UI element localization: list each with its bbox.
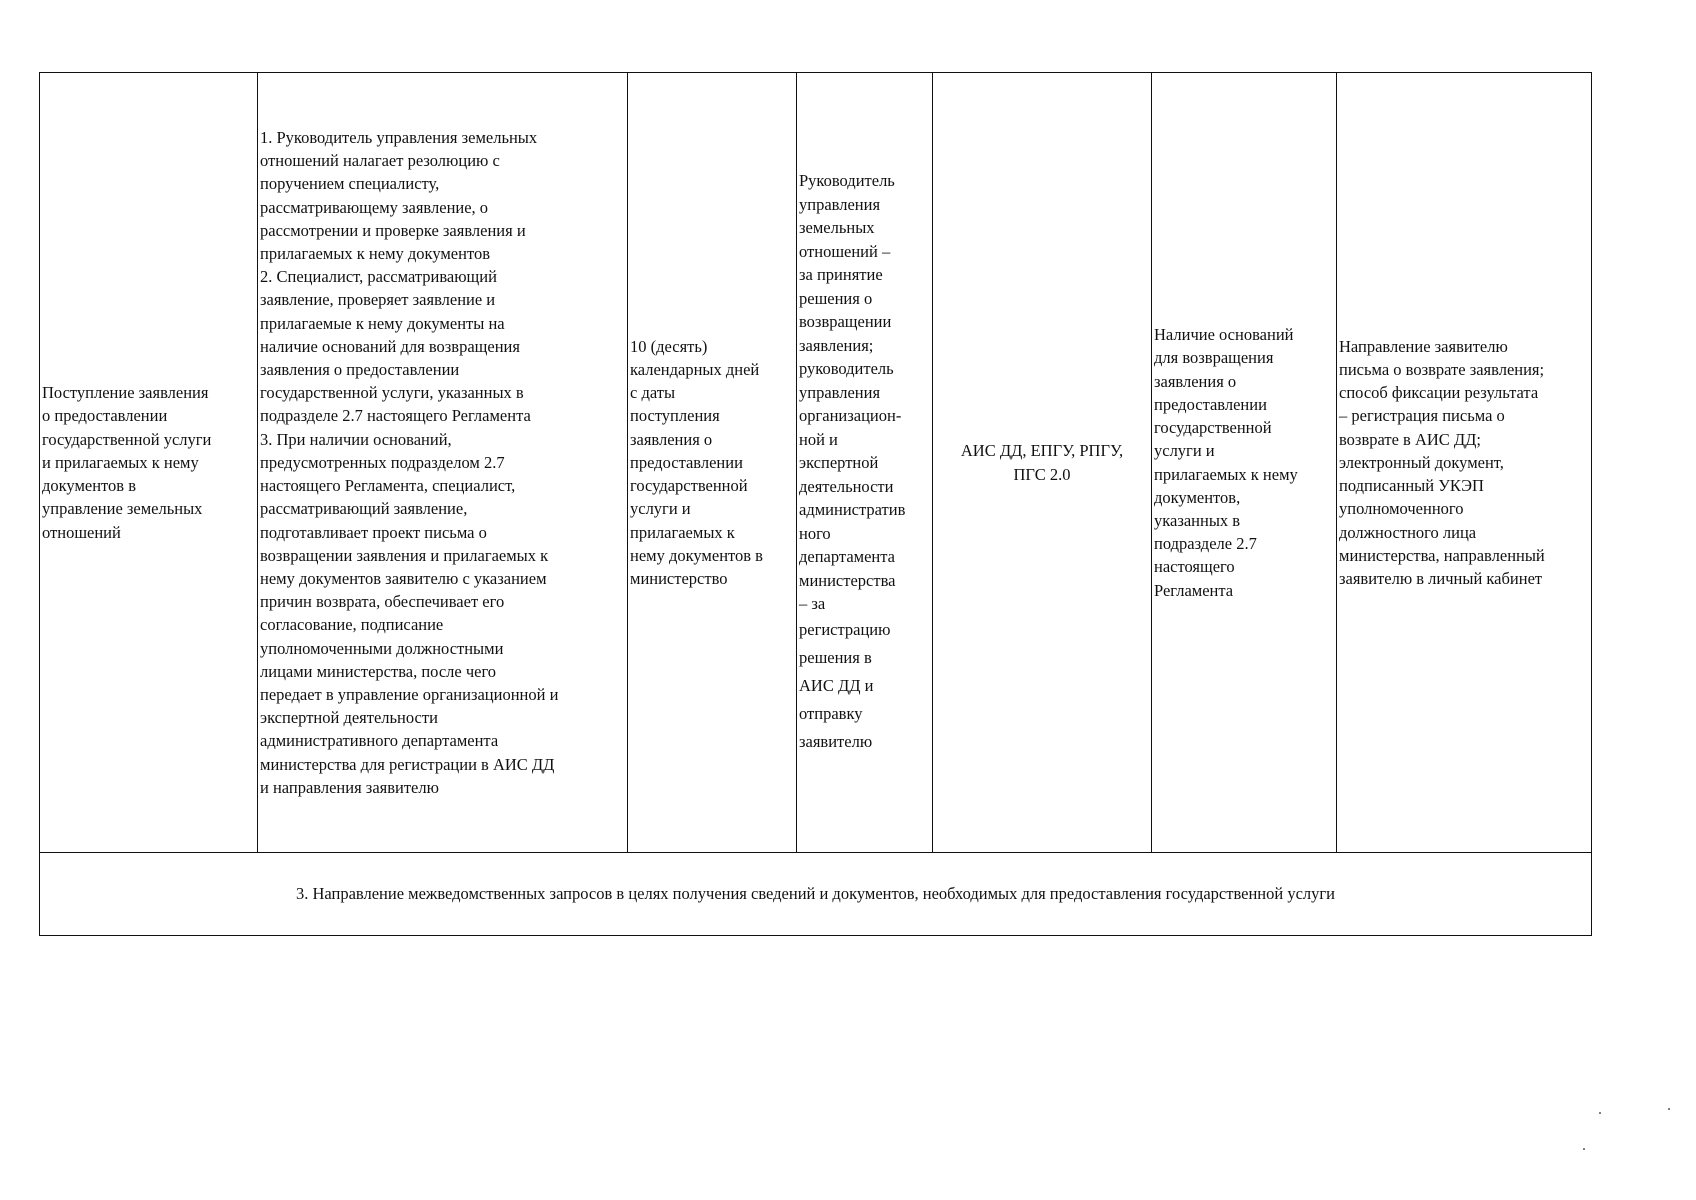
responsible-cell	[797, 73, 933, 853]
responsible-text-lower: регистрацию решения в АИС ДД и отправку заявителю	[799, 619, 891, 751]
deadline-cell	[628, 73, 797, 853]
result-text: Направление заявителю письма о возврате заявления; способ фиксации результата – регистрация письма о возврате в АИС ДД; электронный документ, подписанный УКЭП уполномоченного должностного лица министерства, направленный заявителю в личный кабинет	[1339, 336, 1545, 588]
procedure-table	[39, 72, 1592, 936]
result-cell	[1337, 73, 1592, 853]
system-cell	[933, 73, 1152, 853]
section-heading: 3. Направление межведомственных запросов в целях получения сведений и документов, необходимых для предоставления государственной услуги	[40, 853, 1592, 936]
criteria-cell	[1152, 73, 1337, 853]
responsible-text-upper: Руководитель управления земельных отношений – за принятие решения о возвращении заявления; руководитель управления организацион- ной и экспертной деятельности административ ного департамента министерства – за	[799, 171, 906, 614]
stage-text: Поступление заявления о предоставлении государственной услуги и прилагаемых к нему документов в управление земельных отношений	[42, 383, 212, 542]
actions-cell	[258, 73, 628, 853]
scan-speck	[1583, 1148, 1585, 1150]
scan-speck	[1668, 1108, 1670, 1110]
section-row	[40, 853, 1592, 936]
criteria-text: Наличие оснований для возвращения заявления о предоставлении государственной услуги и прилагаемых к нему документов, указанных в подразделе 2.7 настоящего Регламента	[1154, 325, 1298, 600]
deadline-text: 10 (десять) календарных дней с даты поступления заявления о предоставлении государственной услуги и прилагаемых к нему документов в министерство	[630, 336, 763, 588]
stage-cell	[40, 73, 258, 853]
system-text: АИС ДД, ЕПГУ, РПГУ, ПГС 2.0	[960, 441, 1124, 484]
table-row	[40, 73, 1592, 853]
scan-speck	[1599, 1112, 1601, 1114]
actions-text: 1. Руководитель управления земельных отношений налагает резолюцию с поручением специалисту, рассматривающему заявление, о рассмотрении и проверке заявления и прилагаемых к нему документов 2. Специалист, рассматривающий заявление, проверяет заявление и прилагаемые к нему документы на наличие оснований для возвращения заявления о предоставлении государственной услуги, указанных в подразделе 2.7 настоящего Регламента 3. При наличии оснований, предусмотренных подразделом 2.7 настоящего Регламента, специалист, рассматривающий заявление, подготавливает проект письма о возвращении заявления и прилагаемых к нему документов заявителю с указанием причин возврата, обеспечивает его согласование, подписание уполномоченными должностными лицами министерства, после чего передает в управление организационной и экспертной деятельности административного департамента министерства для регистрации в АИС ДД и направления заявителю	[260, 128, 559, 797]
